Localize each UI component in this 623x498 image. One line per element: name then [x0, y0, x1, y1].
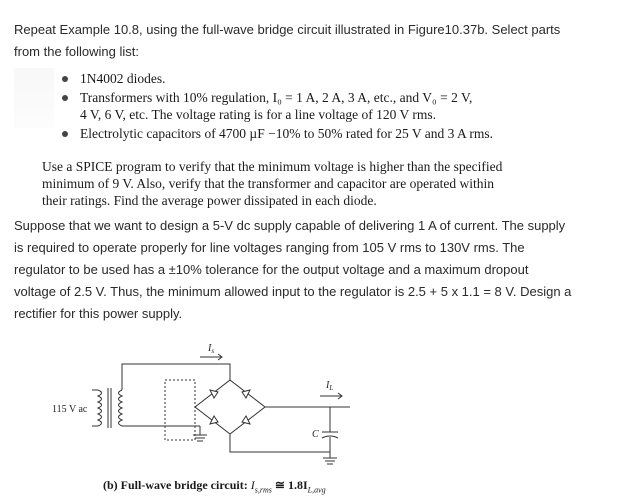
- bullet-icon: [62, 95, 68, 101]
- caption-sub-2: L,avg: [307, 485, 326, 495]
- design-line-5: rectifier for this power supply.: [14, 306, 183, 321]
- spice-paragraph: [42, 158, 587, 209]
- design-line-4: voltage of 2.5 V. Thus, the minimum allowed input to the regulator is 2.5 + 5 x 1.1 = 8 V. Design a: [14, 284, 572, 299]
- design-line-2: is required to operate properly for line voltages ranging from 105 V rms to 130V rms. The: [14, 240, 525, 255]
- intro-line-1: Repeat Example 10.8, using the full-wave bridge circuit illustrated in Figure10.37b. Select parts: [14, 22, 561, 37]
- figure-caption: [103, 478, 326, 494]
- design-line-1: Suppose that we want to design a 5-V dc supply capable of delivering 1 A of current. The supply: [14, 218, 566, 233]
- transformer-secondary: [119, 390, 123, 426]
- transformer-primary: [92, 390, 102, 426]
- design-line-3: regulator to be used has a ±10% tolerance for the output voltage and a maximum dropout: [14, 262, 529, 277]
- list-item-text: Electrolytic capacitors of 4700 µF −10% to 50% rated for 25 V and 3 A rms.: [80, 126, 494, 141]
- is-label: $I_s$: [208, 343, 215, 355]
- scan-shadow: [14, 68, 54, 128]
- parts-list: [60, 70, 600, 144]
- list-item-text: Transformers with 10% regulation, I₀ = 1 A, 2 A, 3 A, etc., and V₀ = 2 V,: [80, 90, 473, 105]
- caption-sub-1: s,rms: [254, 485, 272, 495]
- caption-mid: ≅ 1.8I: [271, 478, 308, 492]
- diode-bridge: [195, 380, 265, 434]
- list-item: [60, 89, 600, 123]
- bridge-circuit-diagram: [50, 340, 370, 475]
- bullet-icon: [62, 76, 68, 82]
- capacitor-icon: [322, 407, 338, 452]
- intro-line-2: from the following list:: [14, 44, 139, 59]
- intro-paragraph: [14, 19, 614, 63]
- spice-line-2: minimum of 9 V. Also, verify that the transformer and capacitor are operated within: [42, 176, 494, 191]
- caption-formula: I: [250, 478, 255, 492]
- list-item-text: 1N4002 diodes.: [80, 71, 166, 86]
- ground-icon: [323, 452, 337, 464]
- wire-top: [122, 364, 230, 390]
- dashed-bound: [165, 380, 195, 440]
- capacitor-label: C: [312, 429, 319, 440]
- spice-line-1: Use a SPICE program to verify that the minimum voltage is higher than the specified: [42, 159, 503, 174]
- il-current-arrow: [320, 393, 342, 399]
- source-label: 115 V ac: [52, 404, 88, 415]
- bullet-icon: [62, 131, 68, 137]
- list-item-text-continued: 4 V, 6 V, etc. The voltage rating is for a line voltage of 120 V rms.: [80, 107, 436, 122]
- il-label: $I_L$: [326, 380, 334, 392]
- list-item: [60, 125, 600, 142]
- list-item: [60, 70, 600, 87]
- spice-line-3: their ratings. Find the average power dissipated in each diode.: [42, 193, 377, 208]
- design-paragraph: [14, 215, 614, 325]
- caption-prefix: (b) Full-wave bridge circuit:: [103, 478, 251, 492]
